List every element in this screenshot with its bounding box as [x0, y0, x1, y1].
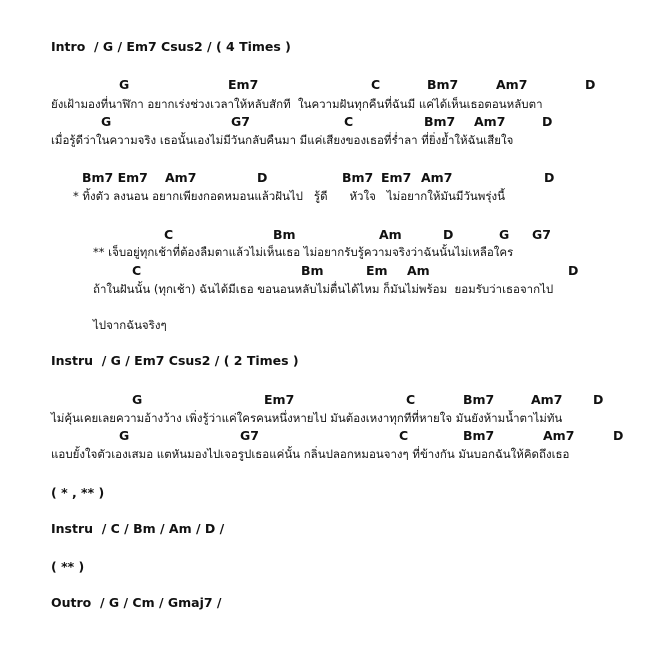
lyric-line: ** เจ็บอยู่ทุกเช้าที่ต้องลืมตาแล้วไม่เห็นเธอ ไม่อยากรับรู้ความจริงว่าฉันนั้นไม่เหลือใคร	[93, 245, 514, 259]
chord: Bm7	[427, 77, 459, 92]
chord: G7	[532, 227, 551, 242]
chord: G7	[231, 114, 250, 129]
lyric-line: * ทิ้งตัว ลงนอน อยากเพียงกอดหมอนแล้วฝันไป รู้ดี หัวใจ ไม่อยากให้มันมีวันพรุ่งนี้	[73, 189, 506, 203]
chord: C	[406, 392, 416, 407]
chord: D	[544, 170, 555, 185]
chord: Em	[366, 263, 388, 278]
chord: Bm7	[424, 114, 456, 129]
chord-row	[0, 114, 670, 130]
chord: C	[344, 114, 354, 129]
lyric-line: ไม่คุ้นเคยเลยความอ้างว้าง เพิ่งรู้ว่าแค่ใครคนหนึ่งหายไป มันต้องเหงาทุกทีที่หายใจ มันยังห้ามน้ำตาไม่ทัน	[51, 411, 563, 425]
outro-line: Outro / G / Cm / Gmaj7 /	[51, 595, 222, 610]
chord-row	[0, 77, 670, 93]
chord: Am7	[421, 170, 453, 185]
chord: Bm7	[463, 428, 495, 443]
chord-row	[0, 227, 670, 243]
chord: Am	[407, 263, 430, 278]
chord: D	[443, 227, 454, 242]
chord: Bm7 Em7	[82, 170, 148, 185]
chord: Am7	[531, 392, 563, 407]
chord: D	[257, 170, 268, 185]
chord: G	[132, 392, 143, 407]
chord: Am7	[543, 428, 575, 443]
chord-row	[0, 263, 670, 279]
chord: D	[585, 77, 596, 92]
chord: D	[542, 114, 553, 129]
chord: Bm	[301, 263, 324, 278]
lyric-line: เมื่อรู้ดีว่าในความจริง เธอนั้นเองไม่มีวันกลับคืนมา มีแค่เสียงของเธอที่ร่ำลา ที่ยิ่งย้ำให้ฉันเสียใจ	[51, 133, 514, 147]
chord-row	[0, 170, 670, 186]
chord: Am7	[496, 77, 528, 92]
chord: Bm7	[342, 170, 374, 185]
chord: Am7	[474, 114, 506, 129]
chord: Am7	[165, 170, 197, 185]
chord: D	[568, 263, 579, 278]
chord: D	[593, 392, 604, 407]
chord: Am	[379, 227, 402, 242]
chord-row	[0, 428, 670, 444]
chord: G	[499, 227, 510, 242]
chord: Bm	[273, 227, 296, 242]
chord: Em7	[381, 170, 412, 185]
chord: C	[399, 428, 409, 443]
chord: G7	[240, 428, 259, 443]
chord: C	[132, 263, 142, 278]
repeat-marker: ( * , ** )	[51, 485, 105, 500]
instrumental-line: Instru / G / Em7 Csus2 / ( 2 Times )	[51, 353, 299, 368]
lyric-line: ยังเฝ้ามองที่นาฬิกา อยากเร่งช่วงเวลาให้หลับสักที ในความฝันทุกคืนที่ฉันมี แค่ได้เห็นเธอตอนหลับตา	[51, 97, 543, 111]
lyric-line: ไปจากฉันจริงๆ	[93, 318, 167, 332]
chord: G	[101, 114, 112, 129]
instrumental-line: Instru / C / Bm / Am / D /	[51, 521, 225, 536]
chord: G	[119, 428, 130, 443]
repeat-marker: ( ** )	[51, 559, 85, 574]
lyric-line: ถ้าในฝันนั้น (ทุกเช้า) ฉันได้มีเธอ ขอนอนหลับไม่ตื่นได้ไหม ก็มันไม่พร้อม ยอมรับว่าเธอจากไป	[93, 282, 554, 296]
chord: G	[119, 77, 130, 92]
chord-row	[0, 392, 670, 408]
chord: C	[164, 227, 174, 242]
chord: D	[613, 428, 624, 443]
chord: Em7	[264, 392, 295, 407]
intro-line: Intro / G / Em7 Csus2 / ( 4 Times )	[51, 39, 291, 54]
chord: C	[371, 77, 381, 92]
chord: Bm7	[463, 392, 495, 407]
chord: Em7	[228, 77, 259, 92]
lyric-line: แอบยั้งใจตัวเองเสมอ แตหันมองไปเจอรูปเธอแค่นั้น กลิ่นปลอกหมอนจางๆ ที่ข้างกัน มันบอกฉันให้คิดถึงเธอ	[51, 447, 570, 461]
